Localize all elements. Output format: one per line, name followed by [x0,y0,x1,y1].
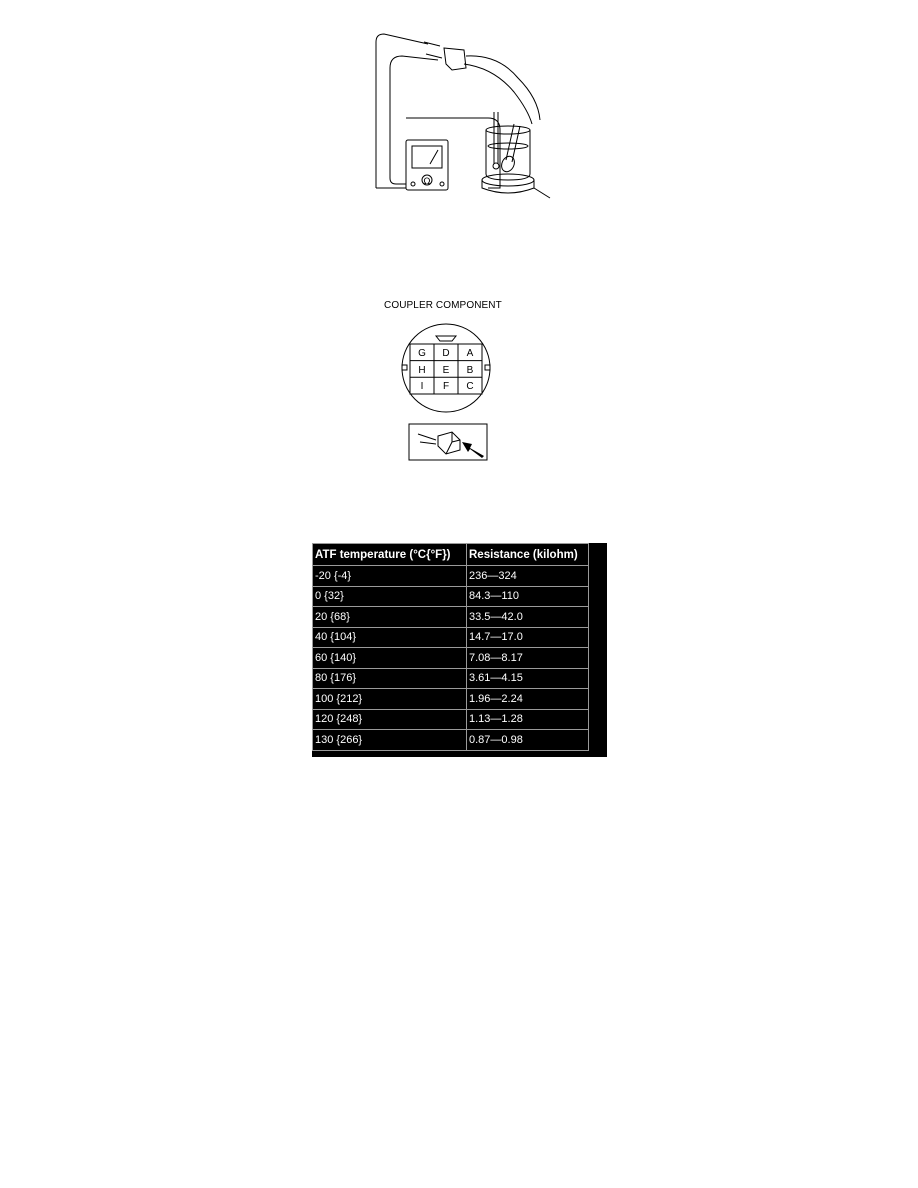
pin-e: E [442,365,450,376]
table-header-row [313,544,589,566]
pin-a: A [466,348,474,359]
resistance-table [312,543,589,751]
table-row [313,627,589,648]
resistance-table-panel [312,543,607,757]
resistance-cell: 0.87—0.98 [467,730,589,751]
table-row [313,689,589,710]
resistance-cell: 14.7—17.0 [467,627,589,648]
temperature-cell: 0 {32} [313,586,467,607]
table-row [313,709,589,730]
table-row [313,648,589,669]
temperature-cell: 120 {248} [313,709,467,730]
temperature-cell: 40 {104} [313,627,467,648]
resistance-cell: 33.5—42.0 [467,607,589,628]
pin-c: C [466,381,474,392]
header-resistance: Resistance (kilohm) [467,544,589,566]
temperature-cell: -20 {-4} [313,566,467,587]
temperature-cell: 80 {176} [313,668,467,689]
table-row [313,668,589,689]
pin-b: B [466,365,474,376]
header-atf-temperature: ATF temperature (°C{°F}) [313,544,467,566]
table-row [313,607,589,628]
resistance-cell: 84.3—110 [467,586,589,607]
table-row [313,730,589,751]
table-row [313,566,589,587]
pin-i: I [420,381,424,392]
ohmmeter-test-illustration [368,28,552,208]
resistance-cell: 7.08—8.17 [467,648,589,669]
resistance-cell: 1.13—1.28 [467,709,589,730]
coupler-title: COUPLER COMPONENT [384,300,502,311]
pin-g: G [418,348,426,359]
ohm-symbol: Ω [423,177,431,187]
resistance-cell: 1.96—2.24 [467,689,589,710]
temperature-cell: 130 {266} [313,730,467,751]
temperature-cell: 60 {140} [313,648,467,669]
table-row [313,586,589,607]
resistance-cell: 236—324 [467,566,589,587]
resistance-cell: 3.61—4.15 [467,668,589,689]
pin-d: D [442,348,450,359]
temperature-cell: 20 {68} [313,607,467,628]
temperature-cell: 100 {212} [313,689,467,710]
coupler-pin-diagram [396,316,496,462]
pin-f: F [442,381,450,392]
pin-h: H [418,365,426,376]
